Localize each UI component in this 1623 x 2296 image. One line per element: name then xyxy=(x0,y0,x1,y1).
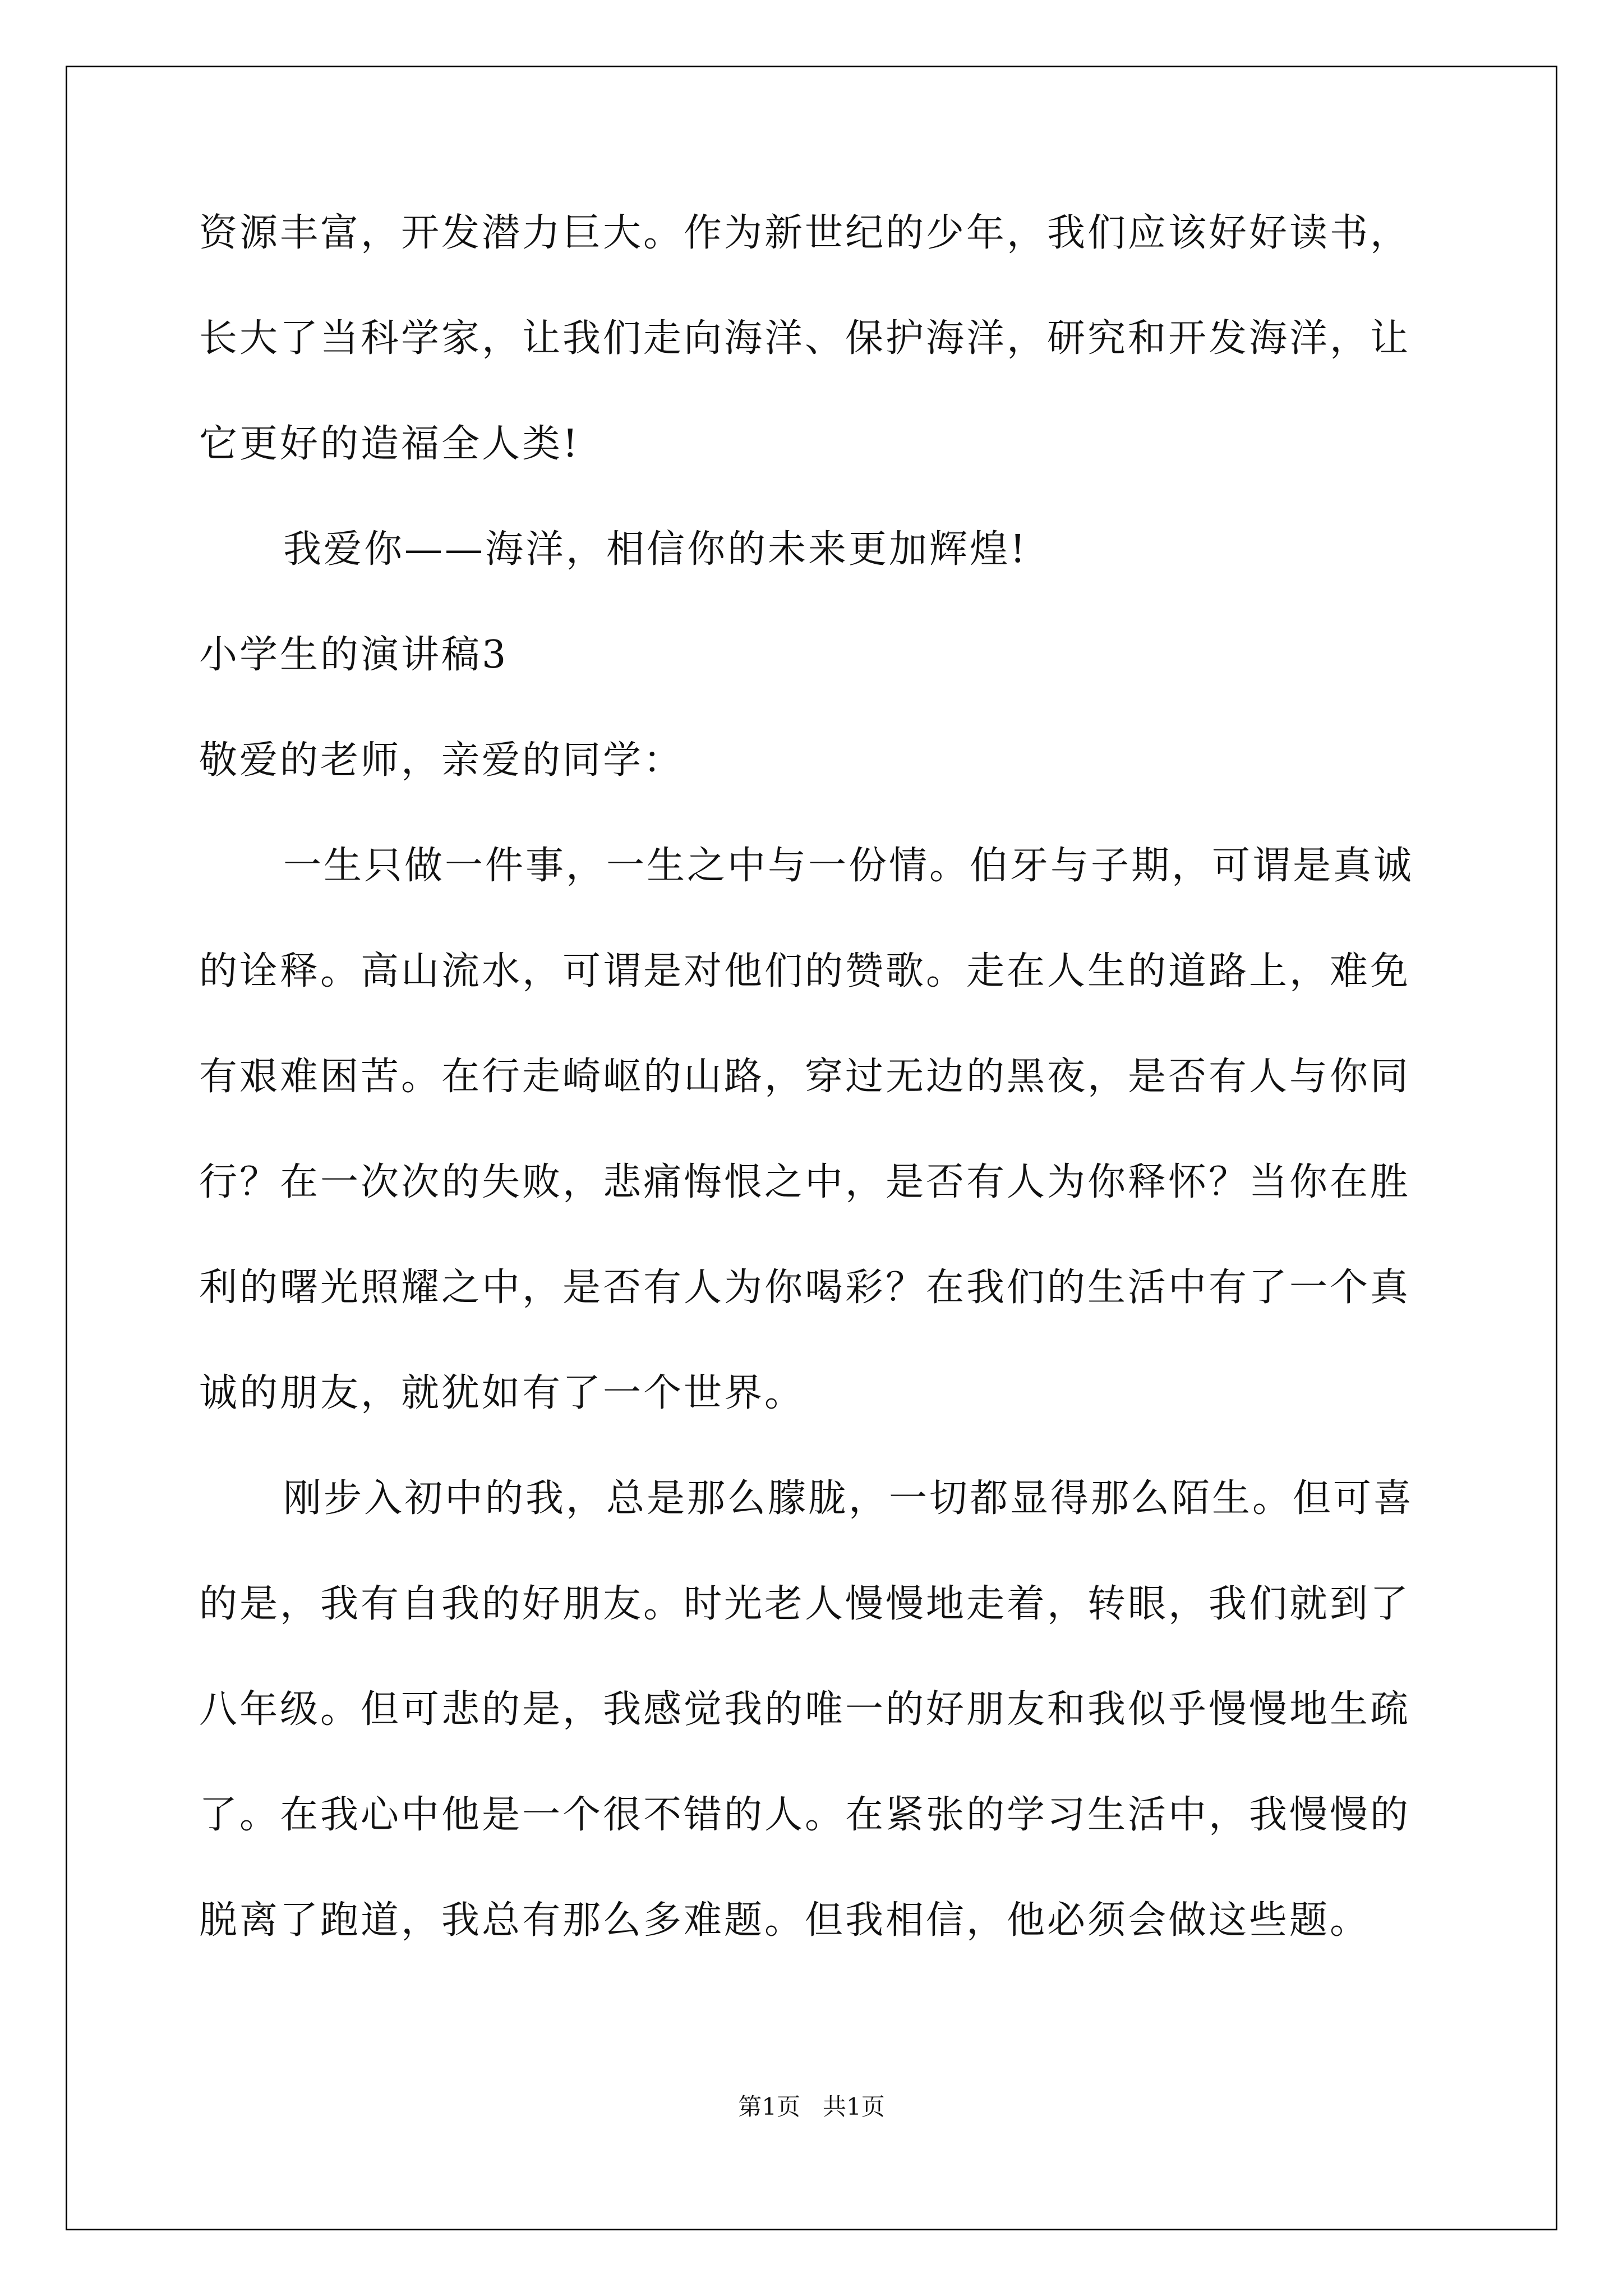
salutation: 敬爱的老师，亲爱的同学： xyxy=(199,738,684,783)
text-line-15: 八年级。但可悲的是，我感觉我的唯一的好朋友和我似乎慢慢地生疏 xyxy=(199,1687,1411,1732)
text-line-4: 我爱你——海洋，相信你的未来更加辉煌! xyxy=(283,527,1028,572)
text-line-13: 刚步入初中的我，总是那么朦胧，一切都显得那么陌生。但可喜 xyxy=(283,1476,1414,1521)
text-line-10: 行？在一次次的失败，悲痛悔恨之中，是否有人为你释怀？当你在胜 xyxy=(199,1160,1411,1204)
text-line-14: 的是，我有自我的好朋友。时光老人慢慢地走着，转眼，我们就到了 xyxy=(199,1582,1411,1626)
text-line-9: 有艰难困苦。在行走崎岖的山路，穿过无边的黑夜，是否有人与你同 xyxy=(199,1055,1411,1099)
text-line-2: 长大了当科学家，让我们走向海洋、保护海洋，研究和开发海洋，让 xyxy=(199,316,1411,361)
document-body xyxy=(199,211,1431,2007)
text-line-12: 诚的朋友，就犹如有了一个世界。 xyxy=(199,1371,805,1415)
text-line-3: 它更好的造福全人类! xyxy=(199,422,580,466)
text-line-16: 了。在我心中他是一个很不错的人。在紧张的学习生活中，我慢慢的 xyxy=(199,1793,1411,1837)
text-line-11: 利的曙光照耀之中，是否有人为你喝彩？在我们的生活中有了一个真 xyxy=(199,1266,1411,1310)
text-line-7: 一生只做一件事，一生之中与一份情。伯牙与子期，可谓是真诚 xyxy=(283,844,1414,888)
text-line-8: 的诠释。高山流水，可谓是对他们的赞歌。走在人生的道路上，难免 xyxy=(199,949,1411,993)
text-line-17: 脱离了跑道，我总有那么多难题。但我相信，他必须会做这些题。 xyxy=(199,1898,1371,1943)
page-number-footer: 第1页 共1页 xyxy=(738,2093,885,2120)
text-line-1: 资源丰富，开发潜力巨大。作为新世纪的少年，我们应该好好读书， xyxy=(199,211,1411,255)
section-heading: 小学生的演讲稿3 xyxy=(199,633,509,677)
